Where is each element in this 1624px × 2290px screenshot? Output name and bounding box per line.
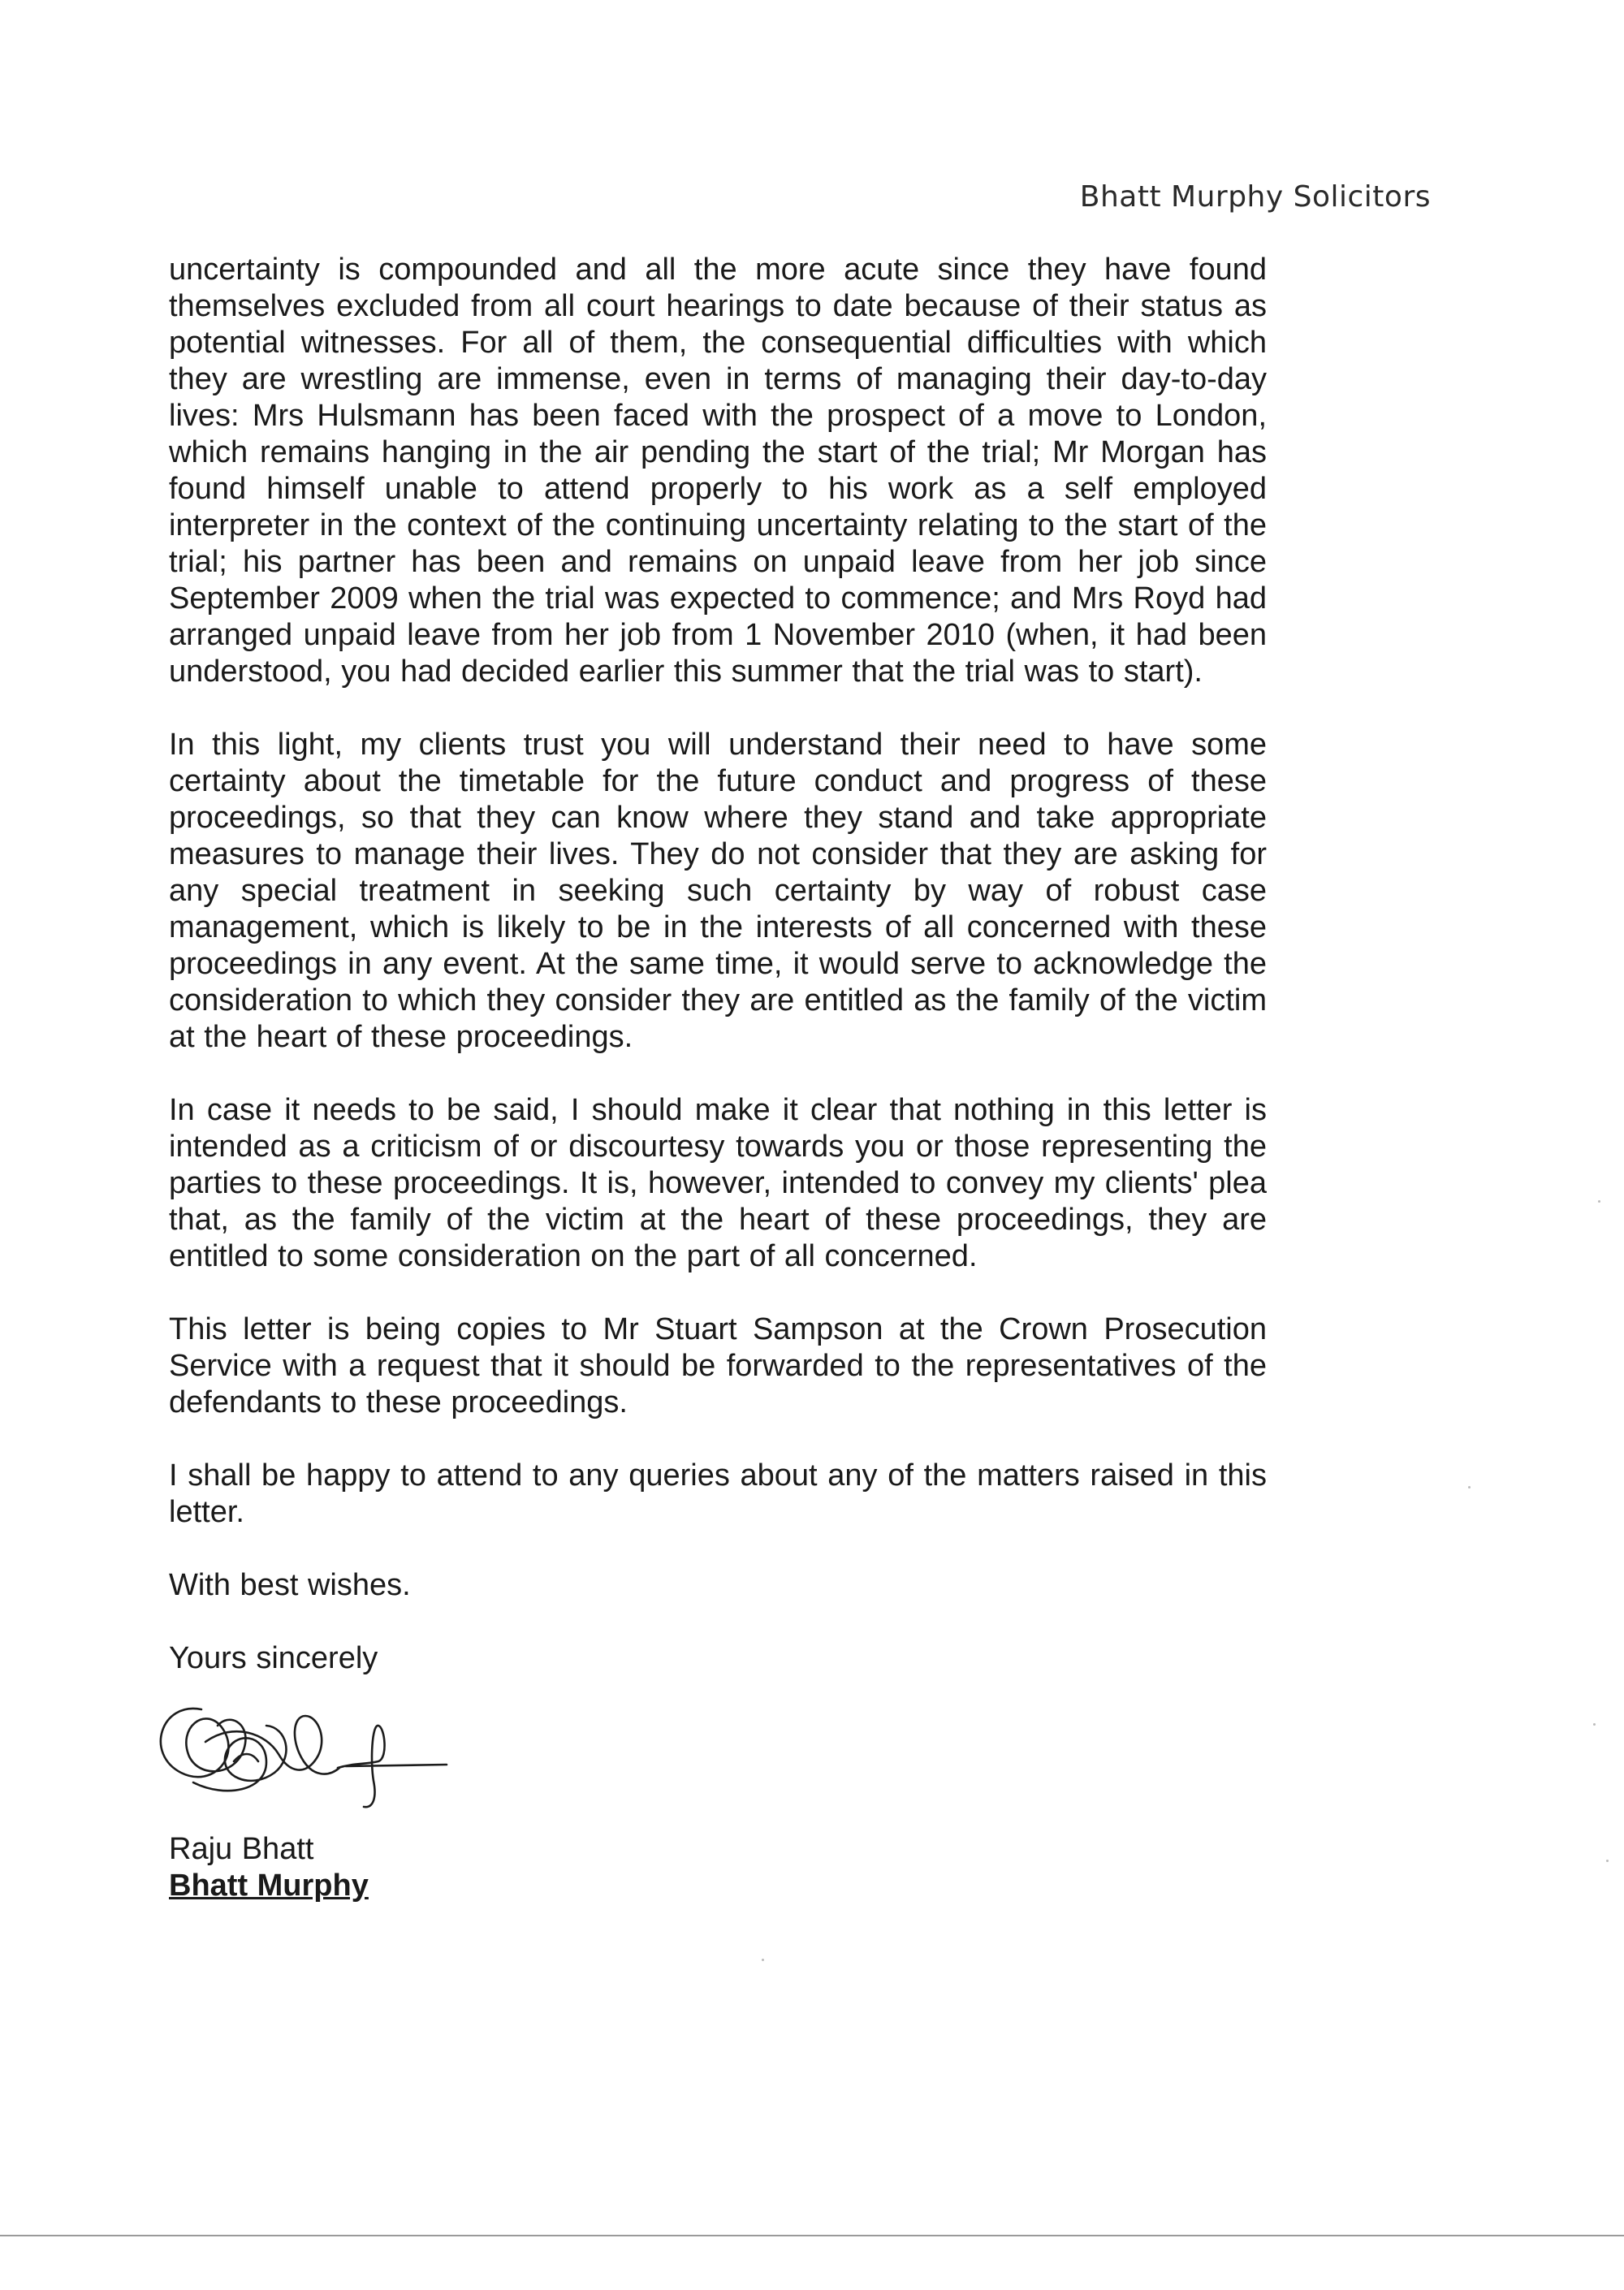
letterhead: Bhatt Murphy Solicitors: [1079, 180, 1431, 214]
signer-firm: Bhatt Murphy: [169, 1869, 369, 1903]
paragraph-4: This letter is being copies to Mr Stuart Sampson at the Crown Prosecution Service with a request that it should be forwarded to the representatives of the defendants to these proceedings.: [169, 1312, 1267, 1419]
handwritten-signature: [145, 1677, 453, 1819]
signature-block: [169, 1677, 1267, 1903]
valediction: Yours sincerely: [169, 1641, 378, 1675]
scan-speck: [1593, 1723, 1596, 1726]
footer-rule: [0, 2235, 1624, 2236]
paragraph-3: In case it needs to be said, I should make it clear that nothing in this letter is intended as a criticism of or discourtesy towards you or those representing the parties to these proceedings. It is, however, intended to convey my clients' plea that, as the family of the victim at the heart of these proceedings, they are entitled to some consideration on the part of all concerned.: [169, 1093, 1267, 1273]
paragraph-2: In this light, my clients trust you will understand their need to have some certainty about the timetable for the future conduct and progress of these proceedings, so that they can know where they stand and take appropriate measures to manage their lives. They do not consider that they are asking for any special treatment in seeking such certainty by way of robust case management, which is likely to be in the interests of all concerned with these proceedings in any event. At the same time, it would serve to acknowledge the consideration to which they consider they are entitled as the family of the victim at the heart of these proceedings.: [169, 728, 1267, 1054]
scan-speck: [1468, 1486, 1471, 1488]
scan-speck: [1606, 1860, 1609, 1862]
paragraph-5: I shall be happy to attend to any queries about any of the matters raised in this letter.: [169, 1458, 1267, 1529]
signer-name: Raju Bhatt: [169, 1832, 314, 1866]
paragraph-1: uncertainty is compounded and all the more acute since they have found themselves excluded from all court hearings to date because of their status as potential witnesses. For all of them, the consequential difficulties with which they are wrestling are immense, even in terms of managing their day-to-day lives: Mrs Hulsmann has been faced with the prospect of a move to London, which remains hanging in the air pending the start of the trial; Mr Morgan has found himself unable to attend properly to his work as a self employed interpreter in the context of the continuing uncertainty relating to the start of the trial; his partner has been and remains on unpaid leave from her job since September 2009 when the trial was expected to commence; and Mrs Royd had arranged unpaid leave from her job from 1 November 2010 (when, it had been understood, you had decided earlier this summer that the trial was to start).: [169, 253, 1267, 689]
scan-speck: [1598, 1200, 1600, 1203]
closing-wishes: With best wishes.: [169, 1568, 411, 1602]
scan-speck: [762, 1959, 764, 1961]
letter-body: [169, 252, 1267, 1903]
